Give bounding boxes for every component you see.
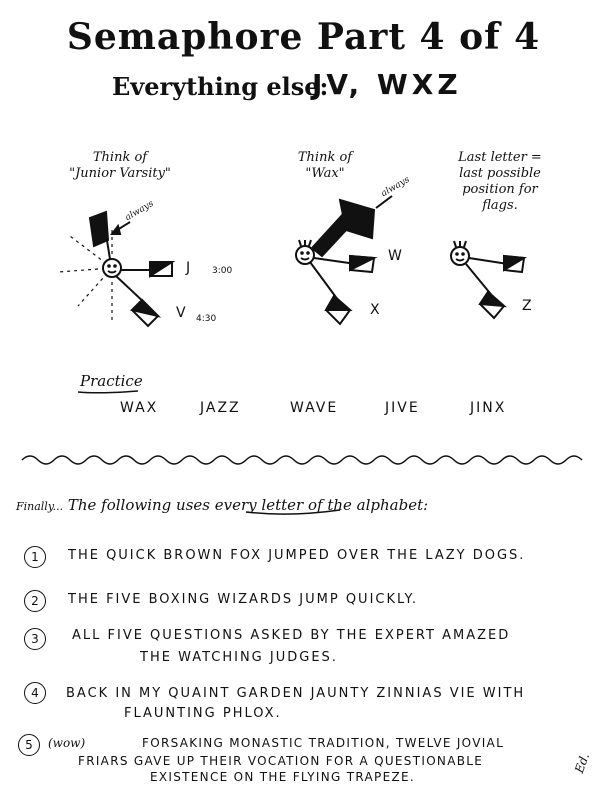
letter-j: J	[186, 260, 191, 276]
jv-note-line1: Think of	[92, 150, 148, 165]
pangram-line: ALL FIVE QUESTIONS ASKED BY THE EXPERT AMAZED	[72, 628, 511, 643]
subtitle-letters: JV, WXZ	[312, 68, 462, 101]
jv-note-line2: "Junior Varsity"	[69, 166, 171, 181]
wx-note-line2: "Wax"	[305, 166, 345, 181]
pangram-number: 3	[24, 628, 46, 650]
pangram-wow-tag: (wow)	[48, 736, 86, 750]
time-v: 4:30	[196, 314, 217, 324]
wx-note-line1: Think of	[297, 150, 353, 165]
pangram-line: EXISTENCE ON THE FLYING TRAPEZE.	[150, 770, 415, 784]
jv-note	[60, 150, 180, 182]
pangram-line: BACK IN MY QUAINT GARDEN JAUNTY ZINNIAS VIE WITH	[66, 686, 526, 701]
practice-word: JIVE	[385, 400, 420, 416]
intro-text: The following uses	[67, 496, 210, 514]
pangram-line: FRIARS GAVE UP THEIR VOCATION FOR A QUESTIONABLE	[78, 754, 484, 768]
wx-note	[290, 150, 360, 182]
signature: Ed.	[572, 751, 593, 775]
pangram-number: 1	[24, 546, 46, 568]
pangram-number: 2	[24, 590, 46, 612]
letter-v: V	[176, 305, 186, 321]
pangram-line: FORSAKING MONASTIC TRADITION, TWELVE JOVIAL	[142, 736, 505, 750]
pangram-line: THE FIVE BOXING WIZARDS JUMP QUICKLY.	[68, 592, 418, 607]
practice-underline	[78, 391, 138, 393]
practice-word: JINX	[470, 400, 507, 416]
intro-end: of the alphabet:	[307, 496, 429, 514]
wavy-divider	[22, 456, 582, 464]
page-title: Semaphore Part 4 of 4	[66, 16, 541, 58]
intro-finally: Finally...	[16, 500, 64, 513]
time-j: 3:00	[212, 266, 233, 276]
practice-heading: Practice	[80, 372, 143, 390]
practice-word: WAX	[120, 400, 159, 416]
wx-always-label: always	[379, 174, 412, 200]
pangram-line: THE QUICK BROWN FOX JUMPED OVER THE LAZY DOGS.	[68, 548, 526, 563]
pangram-number: 4	[24, 682, 46, 704]
letter-x: X	[370, 302, 380, 318]
letter-z: Z	[522, 298, 532, 314]
jv-figure	[58, 212, 172, 326]
pangram-intro	[16, 496, 428, 514]
practice-word: JAZZ	[200, 400, 241, 416]
pangram-number: 5	[18, 734, 40, 756]
z-note-line2: last possible	[459, 166, 541, 181]
z-note-line4: flags.	[482, 198, 518, 213]
jv-always-label: always	[123, 198, 156, 224]
letter-w: W	[388, 248, 402, 264]
subtitle: Everything else:	[112, 72, 329, 101]
practice-word: WAVE	[290, 400, 339, 416]
z-figure	[451, 241, 524, 318]
intro-every: every letter	[214, 496, 304, 514]
z-note-line1: Last letter =	[458, 150, 542, 165]
pangram-line: THE WATCHING JUDGES.	[140, 650, 338, 665]
z-note-line3: position for	[462, 182, 538, 197]
pangram-line: FLAUNTING PHLOX.	[124, 706, 282, 721]
z-note	[430, 150, 570, 214]
